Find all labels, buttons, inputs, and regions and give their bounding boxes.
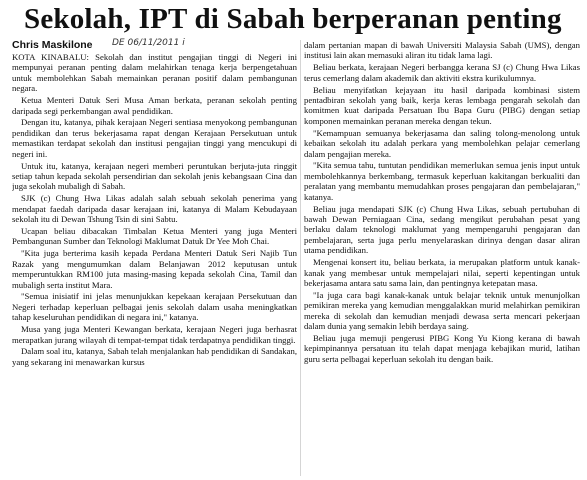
left-column	[12, 52, 297, 478]
paragraph: Dalam soal itu, katanya, Sabah telah menjalankan hab pendidikan di Sandakan, yang sekarang ini menawarkan kursus	[12, 346, 297, 367]
byline: Chris Maskilone	[12, 39, 93, 51]
paragraph: Mengenai konsert itu, beliau berkata, ia merupakan platform untuk kanak-kanak yang membesar untuk mempelajari nilai, seperti kepentingan untuk bekerjasama antara satu sama lain, dan pentingnya ketepatan masa.	[304, 257, 580, 288]
headline: Sekolah, IPT di Sabah berperanan penting	[24, 3, 562, 35]
paragraph: "Ia juga cara bagi kanak-kanak untuk belajar teknik untuk menunjolkan pemikiran mereka yang kemudian menggalakkan murid melahirkan pemikiran mereka di sekolah dan kemudian menjadi dewasa serta mencari pekerjaan dalam dunia yang semakin lebih berdaya saing.	[304, 289, 580, 332]
paragraph: "Semua inisiatif ini jelas menunjukkan kepekaan kerajaan Persekutuan dan Negeri terhadap keperluan pelbagai jenis sekolah dalam usaha meningkatkan tahap keseluruhan pendidikan di negara ini," katanya.	[12, 291, 297, 323]
paragraph: Beliau juga memuji pengerusi PIBG Kong Yu Kiong kerana di bawah kepimpinannya persatuan itu telah dapat menjaga kebajikan murid, latihan guru serta pelbagai keperluan sekolah itu dengan baik.	[304, 332, 580, 364]
handwritten-date-note: DE 06/11/2011 i	[112, 38, 185, 48]
paragraph: KOTA KINABALU: Sekolah dan institut pengajian tinggi di Negeri ini mempunyai peranan penting dalam melahirkan tenaga kerja berpengetahuan untuk membolehkan Sabah memainkan peranan positif dalam pembangunan negara.	[12, 52, 297, 94]
paragraph: Untuk itu, katanya, kerajaan negeri memberi peruntukan berjuta-juta ringgit setiap tahun kepada sekolah persendirian dan sekolah jenis kebangsaan Cina dan juga sekolah mubaligh di Sabah.	[12, 160, 297, 192]
paragraph: Ketua Menteri Datuk Seri Musa Aman berkata, peranan sekolah penting daripada segi perkembangan awal pendidikan.	[12, 95, 297, 116]
paragraph: SJK (c) Chung Hwa Likas adalah salah sebuah sekolah penerima yang mendapat faedah daripada dasar kerajaan ini, katanya di Malam Kebudayaan sekolah itu di Dewan Tshung Tsin di sini Sabtu.	[12, 193, 297, 225]
paragraph: dalam pertanian mapan di bawah Universiti Malaysia Sabah (UMS), dengan institusi lain akan memasuki aliran itu tidak lama lagi.	[304, 40, 580, 61]
right-column	[304, 40, 580, 478]
paragraph: Beliau juga mendapati SJK (c) Chung Hwa Likas, sebuah pertubuhan di bawah Dewan Perniagaan Cina, sedang mengikut perubahan pesat yang berlaku dalam teknologi maklumat yang mempengaruhi pengajaran dan pembelajaran, serta juga perlu menyelaraskan dirinya dengan dasar aliran utama pendidikan.	[304, 203, 580, 256]
paragraph: Dengan itu, katanya, pihak kerajaan Negeri sentiasa menyokong pembangunan pendidikan dan terus bekerjasama rapat dengan Kerajaan Persekutuan untuk memastikan terdapat sekolah dan institusi pengajian tinggi yang mencukupi di negeri ini.	[12, 117, 297, 159]
paragraph: "Kita juga berterima kasih kepada Perdana Menteri Datuk Seri Najib Tun Razak yang mengumumkan dalam Belanjawan 2012 keputusan untuk memperuntukkan RM100 juta masing-masing kepada sekolah Cina, Tamil dan mubaligh serta institut Mara.	[12, 248, 297, 290]
paragraph: Ucapan beliau dibacakan Timbalan Ketua Menteri yang juga Menteri Pembangunan Sumber dan Teknologi Maklumat Datuk Dr Yee Moh Chai.	[12, 226, 297, 247]
paragraph: Musa yang juga Menteri Kewangan berkata, kerajaan Negeri juga berhasrat merapatkan jurang wilayah di tempat-tempat tidak terdapatnya pendidikan tinggi.	[12, 324, 297, 345]
paragraph: "Kita semua tahu, tuntutan pendidikan memerlukan semua jenis input untuk membolehkannya berkembang, termasuk keperluan kakitangan berkualiti dan peralatan yang membantu memudahkan proses pengajaran dan pembelajaran," katanya.	[304, 160, 580, 202]
column-divider	[300, 40, 301, 476]
paragraph: "Kemampuan semuanya bekerjasama dan saling tolong-menolong untuk kebaikan sekolah itu adalah perkara yang membolehkan pelajar cemerlang dalam pengajian mereka.	[304, 127, 580, 159]
paragraph: Beliau menyifatkan kejayaan itu hasil daripada kombinasi sistem pentadbiran sekolah yang baik, kerja keras lembaga pengarah sekolah dan komitmen kuat daripada Persatuan Ibu Bapa Guru (PIBG) dengan setiap komponen memainkan peranan mereka dengan tekun.	[304, 84, 580, 126]
paragraph: Beliau berkata, kerajaan Negeri berbangga kerana SJ (c) Chung Hwa Likas terus cemerlang dalam akademik dan aktiviti ekstra kurikulumnya.	[304, 62, 580, 83]
